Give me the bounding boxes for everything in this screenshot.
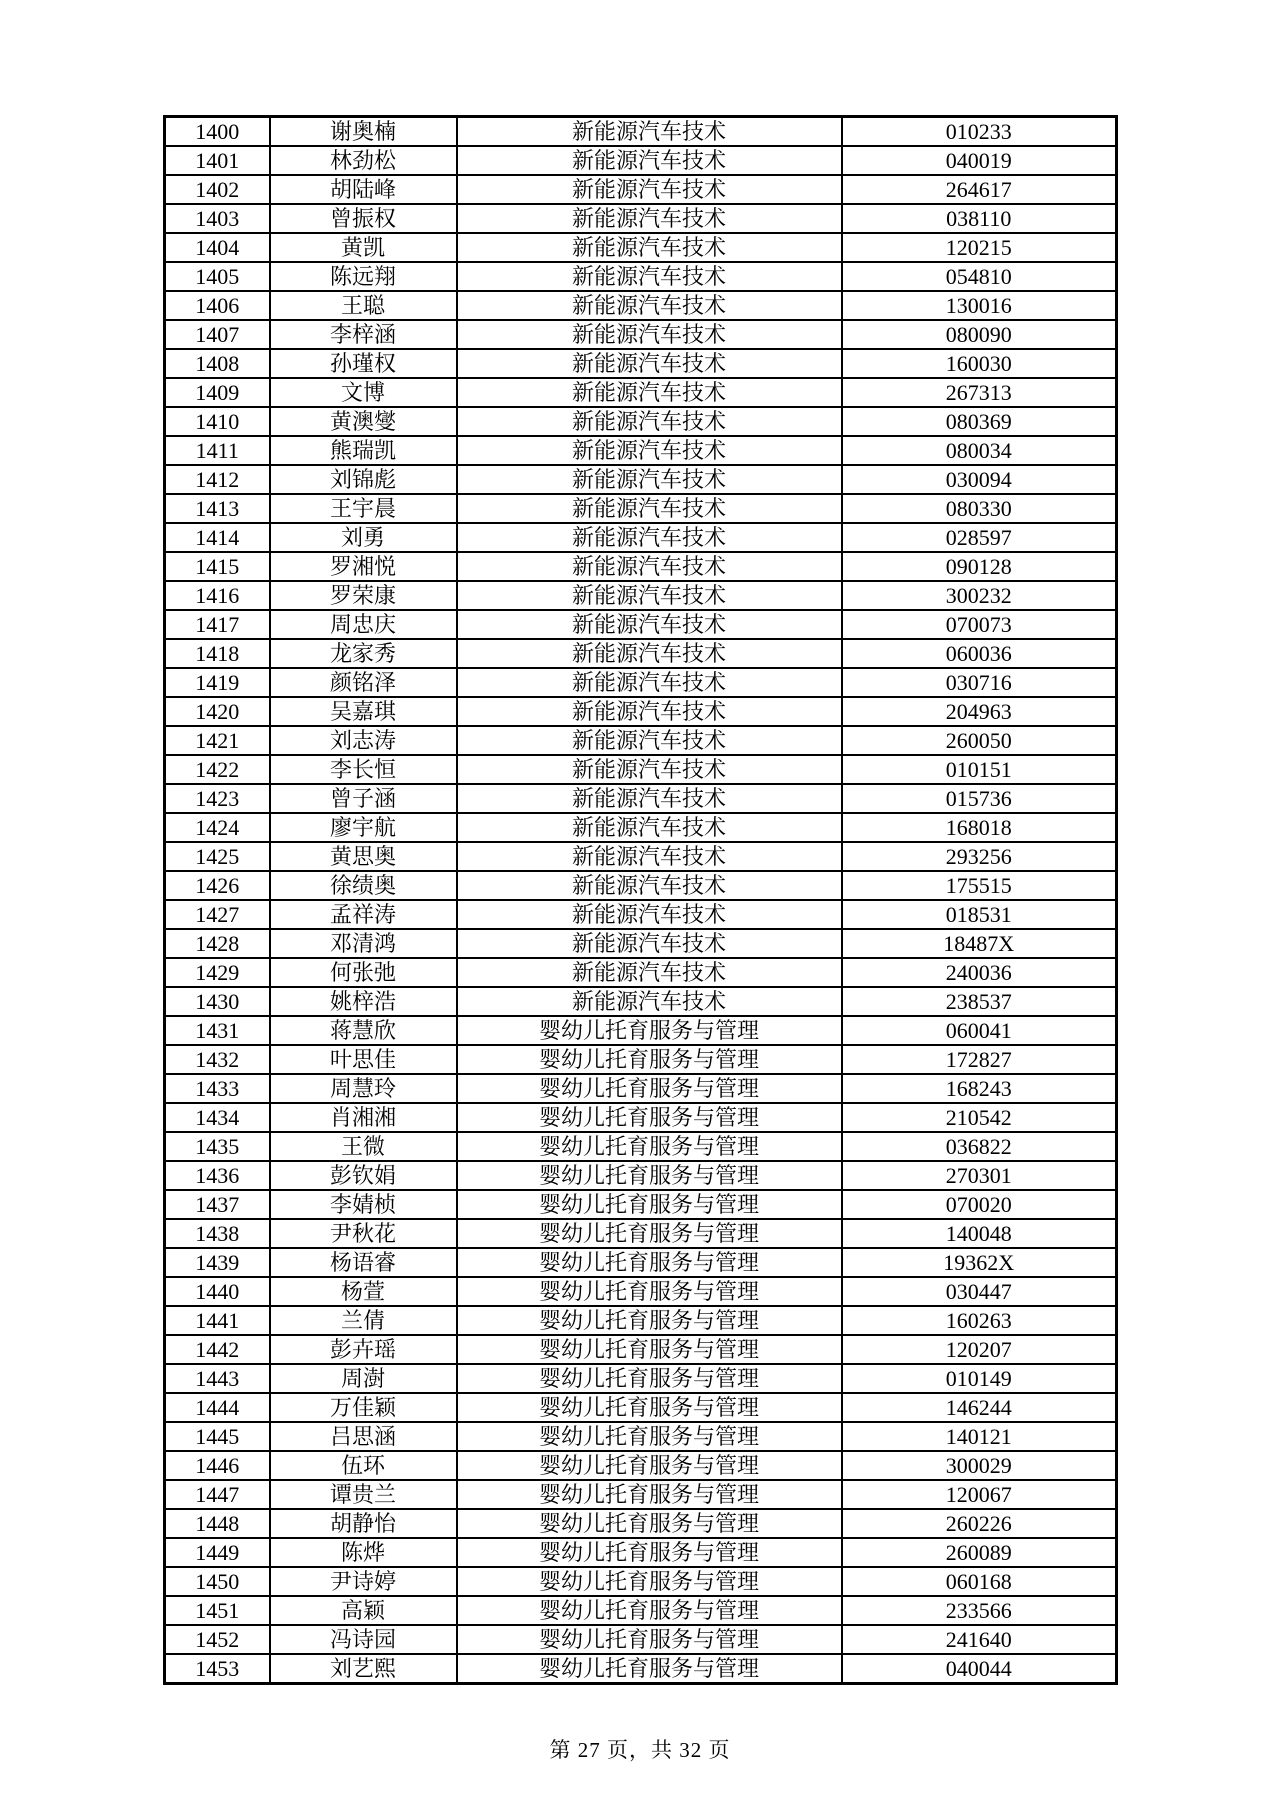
cell-program-name: 新能源汽车技术	[457, 146, 842, 175]
cell-code: 070020	[842, 1190, 1117, 1219]
cell-program-name: 新能源汽车技术	[457, 813, 842, 842]
cell-code: 038110	[842, 204, 1117, 233]
cell-serial-number: 1451	[165, 1596, 270, 1625]
cell-code: 015736	[842, 784, 1117, 813]
table-row	[165, 262, 1117, 291]
table-row	[165, 1190, 1117, 1219]
table-row	[165, 175, 1117, 204]
cell-program-name: 婴幼儿托育服务与管理	[457, 1596, 842, 1625]
cell-code: 146244	[842, 1393, 1117, 1422]
cell-code: 260089	[842, 1538, 1117, 1567]
table-row	[165, 1567, 1117, 1596]
cell-program-name: 新能源汽车技术	[457, 233, 842, 262]
cell-student-name: 孟祥涛	[270, 900, 457, 929]
cell-serial-number: 1426	[165, 871, 270, 900]
cell-student-name: 徐绩奥	[270, 871, 457, 900]
table-row	[165, 436, 1117, 465]
cell-program-name: 婴幼儿托育服务与管理	[457, 1538, 842, 1567]
cell-code: 140048	[842, 1219, 1117, 1248]
cell-serial-number: 1422	[165, 755, 270, 784]
cell-code: 010151	[842, 755, 1117, 784]
cell-code: 030447	[842, 1277, 1117, 1306]
cell-program-name: 新能源汽车技术	[457, 900, 842, 929]
cell-student-name: 万佳颖	[270, 1393, 457, 1422]
table-row	[165, 842, 1117, 871]
cell-program-name: 婴幼儿托育服务与管理	[457, 1103, 842, 1132]
table-row	[165, 1248, 1117, 1277]
cell-serial-number: 1402	[165, 175, 270, 204]
cell-student-name: 周澍	[270, 1364, 457, 1393]
cell-code: 130016	[842, 291, 1117, 320]
cell-code: 210542	[842, 1103, 1117, 1132]
cell-program-name: 婴幼儿托育服务与管理	[457, 1335, 842, 1364]
cell-student-name: 黄澳燮	[270, 407, 457, 436]
table-row	[165, 1132, 1117, 1161]
cell-serial-number: 1409	[165, 378, 270, 407]
cell-student-name: 吴嘉琪	[270, 697, 457, 726]
cell-serial-number: 1445	[165, 1422, 270, 1451]
cell-student-name: 刘艺熙	[270, 1654, 457, 1684]
cell-serial-number: 1447	[165, 1480, 270, 1509]
cell-student-name: 王微	[270, 1132, 457, 1161]
cell-program-name: 婴幼儿托育服务与管理	[457, 1393, 842, 1422]
cell-program-name: 婴幼儿托育服务与管理	[457, 1161, 842, 1190]
cell-student-name: 邓清鸿	[270, 929, 457, 958]
cell-serial-number: 1408	[165, 349, 270, 378]
table-row	[165, 117, 1117, 147]
cell-serial-number: 1400	[165, 117, 270, 147]
table-row	[165, 146, 1117, 175]
table-row	[165, 320, 1117, 349]
cell-code: 270301	[842, 1161, 1117, 1190]
cell-student-name: 胡陆峰	[270, 175, 457, 204]
cell-student-name: 高颖	[270, 1596, 457, 1625]
cell-program-name: 婴幼儿托育服务与管理	[457, 1277, 842, 1306]
table-row	[165, 900, 1117, 929]
cell-serial-number: 1429	[165, 958, 270, 987]
table-row	[165, 1103, 1117, 1132]
cell-program-name: 新能源汽车技术	[457, 726, 842, 755]
table-row	[165, 349, 1117, 378]
table-row	[165, 1074, 1117, 1103]
cell-serial-number: 1412	[165, 465, 270, 494]
cell-student-name: 刘锦彪	[270, 465, 457, 494]
cell-program-name: 婴幼儿托育服务与管理	[457, 1248, 842, 1277]
cell-serial-number: 1413	[165, 494, 270, 523]
cell-serial-number: 1411	[165, 436, 270, 465]
cell-code: 168243	[842, 1074, 1117, 1103]
cell-code: 060041	[842, 1016, 1117, 1045]
cell-program-name: 新能源汽车技术	[457, 639, 842, 668]
cell-code: 241640	[842, 1625, 1117, 1654]
cell-program-name: 新能源汽车技术	[457, 755, 842, 784]
cell-code: 120215	[842, 233, 1117, 262]
table-row	[165, 1654, 1117, 1684]
cell-code: 060036	[842, 639, 1117, 668]
cell-student-name: 胡静怡	[270, 1509, 457, 1538]
cell-code: 300232	[842, 581, 1117, 610]
table-row	[165, 929, 1117, 958]
table-row	[165, 1625, 1117, 1654]
cell-program-name: 新能源汽车技术	[457, 407, 842, 436]
cell-serial-number: 1405	[165, 262, 270, 291]
table-row	[165, 784, 1117, 813]
cell-serial-number: 1430	[165, 987, 270, 1016]
cell-program-name: 新能源汽车技术	[457, 465, 842, 494]
cell-program-name: 婴幼儿托育服务与管理	[457, 1045, 842, 1074]
table-row	[165, 1219, 1117, 1248]
cell-serial-number: 1440	[165, 1277, 270, 1306]
cell-serial-number: 1453	[165, 1654, 270, 1684]
cell-program-name: 婴幼儿托育服务与管理	[457, 1654, 842, 1684]
cell-student-name: 刘志涛	[270, 726, 457, 755]
cell-student-name: 王聪	[270, 291, 457, 320]
cell-student-name: 文博	[270, 378, 457, 407]
table-row	[165, 1538, 1117, 1567]
cell-code: 090128	[842, 552, 1117, 581]
cell-serial-number: 1441	[165, 1306, 270, 1335]
cell-code: 030094	[842, 465, 1117, 494]
table-row	[165, 1422, 1117, 1451]
cell-program-name: 婴幼儿托育服务与管理	[457, 1306, 842, 1335]
cell-serial-number: 1450	[165, 1567, 270, 1596]
cell-code: 120207	[842, 1335, 1117, 1364]
cell-student-name: 伍环	[270, 1451, 457, 1480]
table-row	[165, 1335, 1117, 1364]
cell-code: 080090	[842, 320, 1117, 349]
cell-code: 240036	[842, 958, 1117, 987]
cell-code: 260050	[842, 726, 1117, 755]
table-row	[165, 465, 1117, 494]
cell-student-name: 杨语睿	[270, 1248, 457, 1277]
cell-code: 18487X	[842, 929, 1117, 958]
cell-serial-number: 1423	[165, 784, 270, 813]
table-row	[165, 1277, 1117, 1306]
cell-student-name: 陈远翔	[270, 262, 457, 291]
table-row	[165, 233, 1117, 262]
table-row	[165, 1016, 1117, 1045]
cell-serial-number: 1407	[165, 320, 270, 349]
cell-code: 168018	[842, 813, 1117, 842]
cell-student-name: 兰倩	[270, 1306, 457, 1335]
cell-serial-number: 1436	[165, 1161, 270, 1190]
cell-serial-number: 1406	[165, 291, 270, 320]
table-row	[165, 378, 1117, 407]
cell-student-name: 周忠庆	[270, 610, 457, 639]
cell-serial-number: 1424	[165, 813, 270, 842]
table-row	[165, 1306, 1117, 1335]
cell-serial-number: 1431	[165, 1016, 270, 1045]
cell-student-name: 罗湘悦	[270, 552, 457, 581]
cell-program-name: 婴幼儿托育服务与管理	[457, 1625, 842, 1654]
cell-program-name: 新能源汽车技术	[457, 697, 842, 726]
cell-code: 204963	[842, 697, 1117, 726]
cell-serial-number: 1404	[165, 233, 270, 262]
cell-serial-number: 1414	[165, 523, 270, 552]
cell-code: 036822	[842, 1132, 1117, 1161]
table-row	[165, 523, 1117, 552]
cell-serial-number: 1434	[165, 1103, 270, 1132]
cell-code: 172827	[842, 1045, 1117, 1074]
table-row	[165, 1364, 1117, 1393]
table-row	[165, 813, 1117, 842]
cell-program-name: 婴幼儿托育服务与管理	[457, 1016, 842, 1045]
cell-student-name: 杨萱	[270, 1277, 457, 1306]
cell-serial-number: 1401	[165, 146, 270, 175]
table-row	[165, 668, 1117, 697]
cell-student-name: 曾振权	[270, 204, 457, 233]
cell-student-name: 陈烨	[270, 1538, 457, 1567]
cell-student-name: 龙家秀	[270, 639, 457, 668]
cell-serial-number: 1421	[165, 726, 270, 755]
cell-serial-number: 1418	[165, 639, 270, 668]
cell-serial-number: 1433	[165, 1074, 270, 1103]
cell-program-name: 婴幼儿托育服务与管理	[457, 1509, 842, 1538]
cell-program-name: 新能源汽车技术	[457, 842, 842, 871]
cell-program-name: 婴幼儿托育服务与管理	[457, 1480, 842, 1509]
cell-serial-number: 1444	[165, 1393, 270, 1422]
cell-serial-number: 1428	[165, 929, 270, 958]
cell-program-name: 新能源汽车技术	[457, 958, 842, 987]
cell-serial-number: 1417	[165, 610, 270, 639]
cell-program-name: 婴幼儿托育服务与管理	[457, 1364, 842, 1393]
cell-serial-number: 1432	[165, 1045, 270, 1074]
cell-code: 160030	[842, 349, 1117, 378]
cell-code: 300029	[842, 1451, 1117, 1480]
cell-code: 060168	[842, 1567, 1117, 1596]
cell-program-name: 新能源汽车技术	[457, 378, 842, 407]
cell-program-name: 新能源汽车技术	[457, 668, 842, 697]
table-row	[165, 987, 1117, 1016]
cell-program-name: 新能源汽车技术	[457, 987, 842, 1016]
cell-code: 120067	[842, 1480, 1117, 1509]
cell-serial-number: 1443	[165, 1364, 270, 1393]
cell-code: 040019	[842, 146, 1117, 175]
cell-code: 140121	[842, 1422, 1117, 1451]
cell-student-name: 何张弛	[270, 958, 457, 987]
cell-program-name: 新能源汽车技术	[457, 581, 842, 610]
cell-student-name: 熊瑞凯	[270, 436, 457, 465]
cell-student-name: 尹秋花	[270, 1219, 457, 1248]
cell-program-name: 婴幼儿托育服务与管理	[457, 1219, 842, 1248]
table-row	[165, 871, 1117, 900]
cell-program-name: 婴幼儿托育服务与管理	[457, 1190, 842, 1219]
cell-program-name: 新能源汽车技术	[457, 552, 842, 581]
cell-code: 054810	[842, 262, 1117, 291]
cell-student-name: 叶思佳	[270, 1045, 457, 1074]
cell-student-name: 罗荣康	[270, 581, 457, 610]
table-row	[165, 291, 1117, 320]
cell-code: 028597	[842, 523, 1117, 552]
cell-student-name: 肖湘湘	[270, 1103, 457, 1132]
cell-program-name: 婴幼儿托育服务与管理	[457, 1422, 842, 1451]
cell-code: 010149	[842, 1364, 1117, 1393]
cell-serial-number: 1410	[165, 407, 270, 436]
table-row	[165, 958, 1117, 987]
table-row	[165, 407, 1117, 436]
cell-program-name: 新能源汽车技术	[457, 204, 842, 233]
cell-program-name: 新能源汽车技术	[457, 291, 842, 320]
cell-student-name: 廖宇航	[270, 813, 457, 842]
cell-student-name: 冯诗园	[270, 1625, 457, 1654]
table-row	[165, 204, 1117, 233]
table-row	[165, 639, 1117, 668]
cell-student-name: 尹诗婷	[270, 1567, 457, 1596]
roster-table	[163, 115, 1118, 1685]
cell-serial-number: 1448	[165, 1509, 270, 1538]
cell-program-name: 婴幼儿托育服务与管理	[457, 1451, 842, 1480]
cell-program-name: 新能源汽车技术	[457, 610, 842, 639]
cell-serial-number: 1427	[165, 900, 270, 929]
cell-program-name: 新能源汽车技术	[457, 349, 842, 378]
table-row	[165, 610, 1117, 639]
table-row	[165, 1509, 1117, 1538]
cell-student-name: 颜铭泽	[270, 668, 457, 697]
cell-serial-number: 1415	[165, 552, 270, 581]
cell-program-name: 新能源汽车技术	[457, 494, 842, 523]
cell-program-name: 婴幼儿托育服务与管理	[457, 1132, 842, 1161]
cell-program-name: 新能源汽车技术	[457, 436, 842, 465]
cell-code: 175515	[842, 871, 1117, 900]
cell-code: 040044	[842, 1654, 1117, 1684]
cell-serial-number: 1442	[165, 1335, 270, 1364]
cell-code: 018531	[842, 900, 1117, 929]
cell-program-name: 新能源汽车技术	[457, 871, 842, 900]
table-row	[165, 494, 1117, 523]
cell-program-name: 新能源汽车技术	[457, 320, 842, 349]
cell-student-name: 林劲松	[270, 146, 457, 175]
cell-student-name: 王宇晨	[270, 494, 457, 523]
cell-student-name: 谢奥楠	[270, 117, 457, 147]
cell-code: 19362X	[842, 1248, 1117, 1277]
cell-serial-number: 1439	[165, 1248, 270, 1277]
cell-serial-number: 1438	[165, 1219, 270, 1248]
cell-code: 010233	[842, 117, 1117, 147]
cell-student-name: 周慧玲	[270, 1074, 457, 1103]
cell-serial-number: 1446	[165, 1451, 270, 1480]
cell-program-name: 婴幼儿托育服务与管理	[457, 1567, 842, 1596]
cell-student-name: 黄凯	[270, 233, 457, 262]
cell-student-name: 谭贵兰	[270, 1480, 457, 1509]
table-row	[165, 552, 1117, 581]
cell-code: 080369	[842, 407, 1117, 436]
table-row	[165, 581, 1117, 610]
page-number-footer: 第 27 页，共 32 页	[549, 1738, 731, 1762]
table-row	[165, 1045, 1117, 1074]
cell-program-name: 新能源汽车技术	[457, 117, 842, 147]
cell-code: 267313	[842, 378, 1117, 407]
cell-student-name: 彭钦娟	[270, 1161, 457, 1190]
roster-table-body	[165, 117, 1117, 1684]
cell-program-name: 新能源汽车技术	[457, 262, 842, 291]
cell-serial-number: 1425	[165, 842, 270, 871]
cell-program-name: 新能源汽车技术	[457, 175, 842, 204]
cell-program-name: 新能源汽车技术	[457, 523, 842, 552]
cell-student-name: 吕思涵	[270, 1422, 457, 1451]
cell-code: 080330	[842, 494, 1117, 523]
cell-student-name: 刘勇	[270, 523, 457, 552]
cell-student-name: 姚梓浩	[270, 987, 457, 1016]
table-row	[165, 1451, 1117, 1480]
table-row	[165, 1393, 1117, 1422]
table-row	[165, 755, 1117, 784]
cell-code: 160263	[842, 1306, 1117, 1335]
cell-code: 293256	[842, 842, 1117, 871]
cell-code: 080034	[842, 436, 1117, 465]
table-row	[165, 1161, 1117, 1190]
table-row	[165, 1480, 1117, 1509]
cell-code: 264617	[842, 175, 1117, 204]
cell-serial-number: 1452	[165, 1625, 270, 1654]
cell-serial-number: 1403	[165, 204, 270, 233]
cell-student-name: 孙瑾权	[270, 349, 457, 378]
cell-serial-number: 1435	[165, 1132, 270, 1161]
table-row	[165, 726, 1117, 755]
cell-student-name: 黄思奥	[270, 842, 457, 871]
cell-student-name: 蒋慧欣	[270, 1016, 457, 1045]
cell-program-name: 新能源汽车技术	[457, 784, 842, 813]
cell-serial-number: 1420	[165, 697, 270, 726]
cell-code: 070073	[842, 610, 1117, 639]
cell-student-name: 李梓涵	[270, 320, 457, 349]
cell-program-name: 婴幼儿托育服务与管理	[457, 1074, 842, 1103]
cell-program-name: 新能源汽车技术	[457, 929, 842, 958]
cell-student-name: 彭卉瑶	[270, 1335, 457, 1364]
cell-code: 030716	[842, 668, 1117, 697]
cell-serial-number: 1419	[165, 668, 270, 697]
cell-serial-number: 1449	[165, 1538, 270, 1567]
cell-student-name: 曾子涵	[270, 784, 457, 813]
cell-code: 233566	[842, 1596, 1117, 1625]
table-row	[165, 697, 1117, 726]
cell-student-name: 李婧桢	[270, 1190, 457, 1219]
cell-student-name: 李长恒	[270, 755, 457, 784]
cell-code: 260226	[842, 1509, 1117, 1538]
cell-serial-number: 1437	[165, 1190, 270, 1219]
cell-code: 238537	[842, 987, 1117, 1016]
cell-serial-number: 1416	[165, 581, 270, 610]
table-row	[165, 1596, 1117, 1625]
